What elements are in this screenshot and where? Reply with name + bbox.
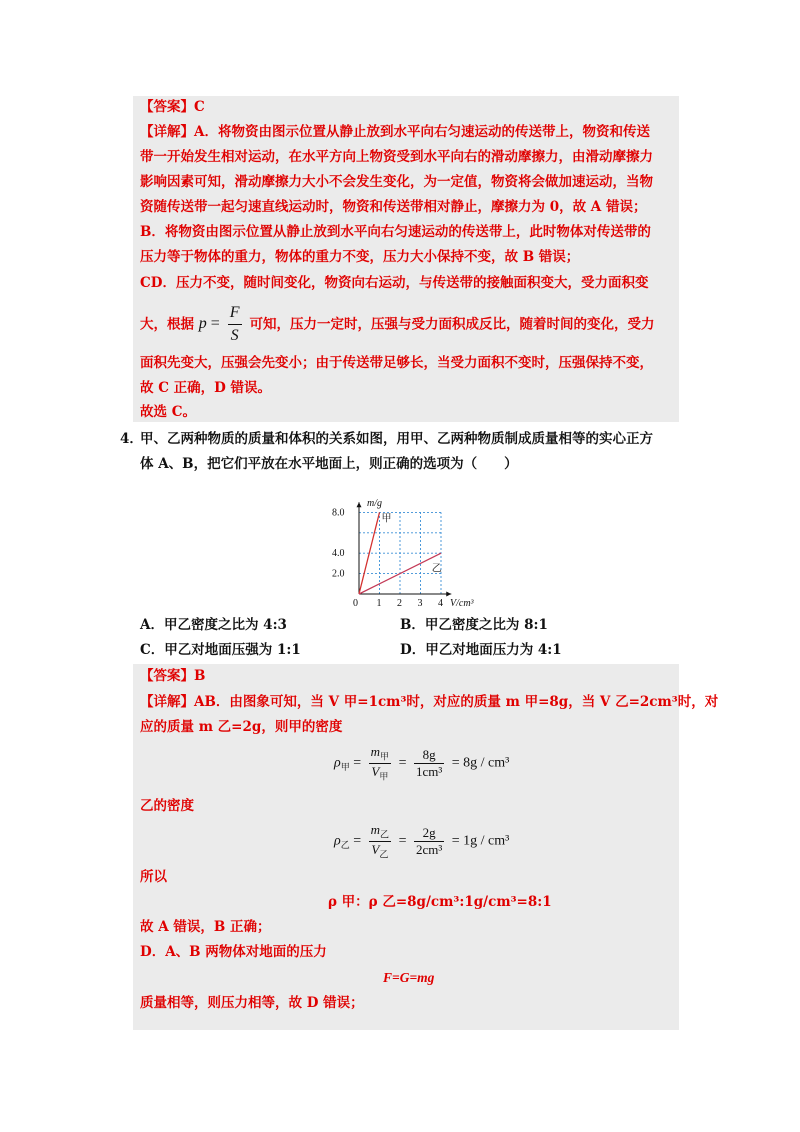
detail-line: CD．压力不变，随时间变化，物资向右运动，与传送带的接触面积变大，受力面积变 bbox=[140, 275, 649, 291]
option-b[interactable]: B．甲乙密度之比为 8:1 bbox=[400, 617, 548, 633]
option-a[interactable]: A．甲乙密度之比为 4:3 bbox=[140, 617, 287, 633]
formula-denominator: S bbox=[230, 327, 239, 344]
rho-subscript: 乙 bbox=[340, 840, 350, 851]
formula-line bbox=[140, 302, 655, 347]
denominator-value: 1cm³ bbox=[415, 763, 443, 779]
force-formula: F=G=mg bbox=[383, 970, 435, 985]
x-axis-arrow bbox=[446, 592, 451, 597]
y-tick-label: 4.0 bbox=[332, 548, 345, 560]
volume-symbol: V bbox=[371, 841, 380, 857]
rho-symbol: ρ bbox=[334, 755, 341, 771]
mass-symbol: m bbox=[370, 822, 381, 837]
answer-label: 【答案】B bbox=[140, 668, 206, 684]
rho-symbol: ρ bbox=[334, 833, 341, 849]
answer-label: 【答案】C bbox=[140, 99, 205, 115]
detail-line: 乙的密度 bbox=[140, 798, 194, 814]
option-d[interactable]: D．甲乙对地面压力为 4:1 bbox=[400, 642, 562, 658]
ratio-line: ρ 甲：ρ 乙=8g/cm³:1g/cm³=8:1 bbox=[328, 894, 552, 910]
mass-subscript: 乙 bbox=[380, 829, 390, 840]
y-axis-label: m/g bbox=[367, 498, 382, 510]
question-text: 体 A、B，把它们平放在水平地面上，则正确的选项为（ ） bbox=[140, 456, 518, 472]
numerator-value: 8g bbox=[414, 747, 444, 764]
option-c[interactable]: C．甲乙对地面压强为 1:1 bbox=[140, 642, 301, 658]
chart-grid bbox=[359, 512, 441, 594]
numerator-value: 2g bbox=[414, 825, 444, 842]
detail-line: 压力等于物体的重力，物体的重力不变，压力大小保持不变，故 B 错误； bbox=[140, 249, 580, 265]
rho-subscript: 甲 bbox=[340, 762, 350, 773]
detail-line: 资随传送带一起匀速直线运动时，物资和传送带相对静止，摩擦力为 0，故 A 错误； bbox=[140, 199, 647, 215]
detail-line: 故 C 正确，D 错误。 bbox=[140, 380, 272, 396]
mass-subscript: 甲 bbox=[380, 751, 390, 762]
detail-line: 影响因素可知，滑动摩擦力大小不会发生变化，为一定值，物资将会做加速运动，当物 bbox=[140, 174, 653, 190]
detail-line: 应的质量 m 乙=2g，则甲的密度 bbox=[140, 719, 343, 735]
detail-line: 【详解】AB．由图象可知，当 V 甲=1cm³时，对应的质量 m 甲=8g，当 V 乙=2cm³时，对 bbox=[140, 694, 719, 710]
density-result: = 1g / cm³ bbox=[451, 833, 510, 849]
volume-symbol: V bbox=[371, 763, 380, 779]
question-number: 4． bbox=[120, 431, 143, 447]
detail-line: D．A、B 两物体对地面的压力 bbox=[140, 944, 327, 960]
y-tick-label: 8.0 bbox=[332, 507, 345, 519]
x-tick-label: 1 bbox=[376, 598, 382, 609]
y-axis-arrow bbox=[357, 502, 362, 507]
x-tick-label: 3 bbox=[417, 598, 423, 609]
series-label-yi: 乙 bbox=[431, 563, 442, 575]
question-text: 甲、乙两种物质的质量和体积的关系如图，用甲、乙两种物质制成质量相等的实心正方 bbox=[140, 431, 653, 447]
detail-line: 故 A 错误，B 正确； bbox=[140, 919, 271, 935]
formula-lead-text: 大，根据 bbox=[140, 316, 194, 333]
mass-symbol: m bbox=[370, 744, 381, 759]
detail-line: 所以 bbox=[140, 869, 167, 885]
pressure-formula bbox=[198, 304, 250, 344]
y-tick-label: 2.0 bbox=[332, 568, 345, 580]
mass-volume-chart bbox=[330, 476, 500, 614]
series-label-jia: 甲 bbox=[381, 513, 392, 525]
conclusion-line: 故选 C。 bbox=[140, 404, 196, 420]
detail-line: 面积先变大，压强会先变小；由于传送带足够长，当受力面积不变时，压强保持不变， bbox=[140, 355, 653, 371]
density-result: = 8g / cm³ bbox=[451, 755, 510, 771]
volume-subscript: 乙 bbox=[379, 849, 389, 860]
formula-numerator: F bbox=[228, 302, 242, 325]
denominator-value: 2cm³ bbox=[415, 841, 443, 857]
formula-trail-text: 可知，压力一定时，压强与受力面积成反比，随着时间的变化，受力 bbox=[249, 316, 655, 333]
x-tick-label: 0 bbox=[353, 598, 358, 609]
formula-equals: = bbox=[210, 315, 220, 333]
x-tick-label: 2 bbox=[397, 598, 402, 609]
detail-line: 带一开始发生相对运动，在水平方向上物资受到水平向右的滑动摩擦力，由滑动摩擦力 bbox=[140, 149, 653, 165]
density-equation-jia: $\rho_甲$ = $\frac{m_甲}{V_甲}$ = $\frac{8g}{\text{1cm³}}$ = 8g / cm³ bbox=[334, 744, 510, 782]
detail-line: 质量相等，则压力相等，故 D 错误； bbox=[140, 995, 364, 1011]
detail-line: B．将物资由图示位置从静止放到水平向右匀速运动的传送带上，此时物体对传送带的 bbox=[140, 224, 651, 240]
detail-line: 【详解】A．将物资由图示位置从静止放到水平向右匀速运动的传送带上，物资和传送 bbox=[140, 124, 650, 140]
density-equation-yi: $\rho_乙$ = $\frac{m_乙}{V_乙}$ = $\frac{2g}{\text{2cm³}}$ = 1g / cm³ bbox=[334, 822, 510, 860]
x-axis-label: V/cm³ bbox=[450, 598, 474, 609]
volume-subscript: 甲 bbox=[379, 771, 389, 782]
x-tick-label: 4 bbox=[438, 598, 443, 609]
formula-p: p bbox=[198, 315, 207, 333]
